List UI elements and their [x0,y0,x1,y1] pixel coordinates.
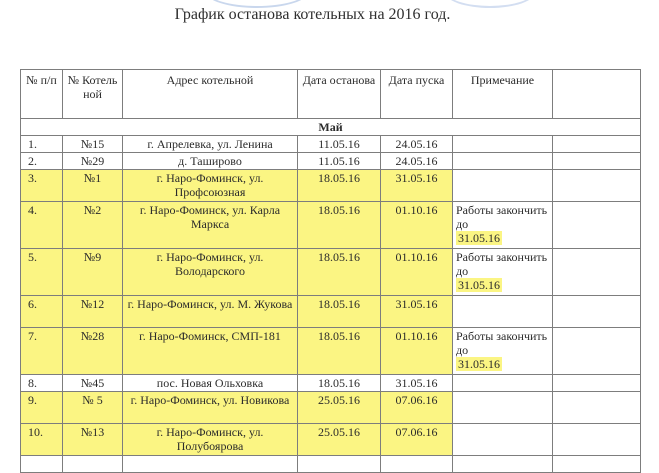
row-extra [553,424,641,456]
row-extra [553,170,641,202]
row-stop-date: 18.05.16 [298,249,381,296]
row-extra [553,328,641,375]
row-extra [553,153,641,170]
table-row [21,170,641,202]
row-num: 2. [21,153,63,170]
row-address: г. Апрелевка, ул. Ленина [123,136,298,153]
row-boiler: №12 [63,296,123,328]
empty-row [21,456,641,473]
row-num: 5. [21,249,63,296]
note-date: 31.05.16 [458,231,500,245]
table-row [21,375,641,392]
note-date: 31.05.16 [458,278,500,292]
row-boiler: №15 [63,136,123,153]
row-extra [553,392,641,424]
row-note [453,392,553,424]
row-boiler: №9 [63,249,123,296]
row-num: 8. [21,375,63,392]
empty-cell [453,456,553,473]
row-start-date: 31.05.16 [381,296,453,328]
row-boiler: №29 [63,153,123,170]
row-note [453,249,553,296]
row-start-date: 01.10.16 [381,328,453,375]
document-title: График останова котельных на 2016 год. [174,6,451,23]
month-label: Май [21,119,641,136]
row-num: 4. [21,202,63,249]
table-row [21,392,641,424]
header-address: Адрес котельной [123,70,298,119]
row-note [453,170,553,202]
row-start-date: 24.05.16 [381,153,453,170]
row-note [453,153,553,170]
row-address: г. Наро-Фоминск, СМП-181 [123,328,298,375]
row-note [453,375,553,392]
boiler-shutdown-table [20,69,641,473]
row-address: д. Таширово [123,153,298,170]
row-stop-date: 18.05.16 [298,375,381,392]
note-date: 31.05.16 [458,357,500,371]
row-stop-date: 18.05.16 [298,296,381,328]
row-stop-date: 11.05.16 [298,153,381,170]
table-row [21,249,641,296]
row-address: г. Наро-Фоминск, ул. Полубоярова [123,424,298,456]
row-start-date: 31.05.16 [381,375,453,392]
row-extra [553,202,641,249]
empty-cell [63,456,123,473]
row-address: г. Наро-Фоминск, ул. Карла Маркса [123,202,298,249]
table-row [21,296,641,328]
note-text: Работы закончить до [456,203,548,231]
row-address: г. Наро-Фоминск, ул. М. Жукова [123,296,298,328]
table-row [21,202,641,249]
row-start-date: 01.10.16 [381,202,453,249]
row-stop-date: 25.05.16 [298,392,381,424]
empty-cell [298,456,381,473]
row-extra [553,136,641,153]
row-boiler: №28 [63,328,123,375]
note-text: Работы закончить до [456,329,548,357]
row-num: 9. [21,392,63,424]
row-address: пос. Новая Ольховка [123,375,298,392]
row-extra [553,296,641,328]
row-address: г. Наро-Фоминск, ул. Володарского [123,249,298,296]
row-extra [553,375,641,392]
row-boiler: №13 [63,424,123,456]
row-address: г. Наро-Фоминск, ул. Профсоюзная [123,170,298,202]
month-row [21,119,641,136]
row-note [453,424,553,456]
row-note [453,328,553,375]
table-row [21,153,641,170]
header-extra [553,70,641,119]
row-start-date: 31.05.16 [381,170,453,202]
row-note [453,136,553,153]
table-row [21,328,641,375]
table-row [21,136,641,153]
header-row [21,70,641,119]
empty-cell [21,456,63,473]
row-boiler: №45 [63,375,123,392]
header-boiler: № Котель ной [63,70,123,119]
row-num: 6. [21,296,63,328]
row-extra [553,249,641,296]
empty-cell [553,456,641,473]
table-row [21,424,641,456]
row-num: 3. [21,170,63,202]
row-boiler: № 5 [63,392,123,424]
row-stop-date: 18.05.16 [298,170,381,202]
row-stop-date: 18.05.16 [298,328,381,375]
row-boiler: №2 [63,202,123,249]
row-stop-date: 25.05.16 [298,424,381,456]
header-stop-date: Дата останова [298,70,381,119]
row-stop-date: 18.05.16 [298,202,381,249]
row-start-date: 07.06.16 [381,392,453,424]
row-address: г. Наро-Фоминск, ул. Новикова [123,392,298,424]
header-num: № п/п [21,70,63,119]
header-start-date: Дата пуска [381,70,453,119]
row-start-date: 24.05.16 [381,136,453,153]
row-start-date: 01.10.16 [381,249,453,296]
note-text: Работы закончить до [456,250,548,278]
row-num: 7. [21,328,63,375]
empty-cell [381,456,453,473]
empty-cell [123,456,298,473]
row-start-date: 07.06.16 [381,424,453,456]
row-note [453,202,553,249]
row-stop-date: 11.05.16 [298,136,381,153]
row-num: 1. [21,136,63,153]
row-boiler: №1 [63,170,123,202]
header-note: Примечание [453,70,553,119]
row-note [453,296,553,328]
row-num: 10. [21,424,63,456]
